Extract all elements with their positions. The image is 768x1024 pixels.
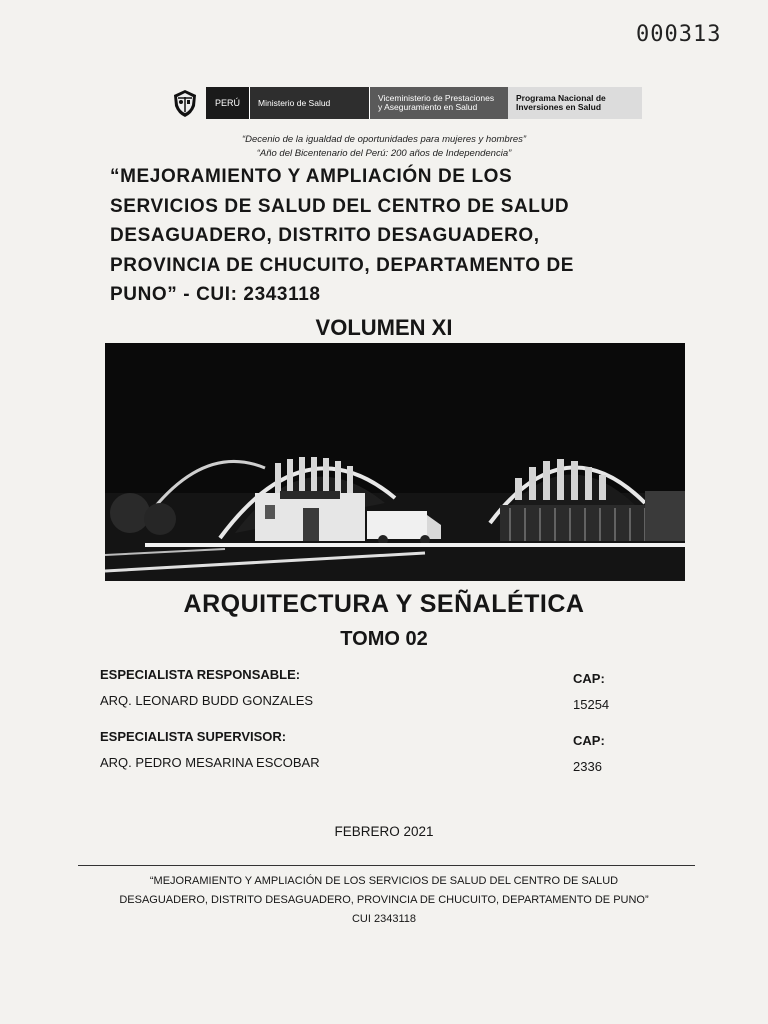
- project-title-line: DESAGUADERO, DISTRITO DESAGUADERO,: [110, 225, 540, 246]
- cap-label-responsable: CAP:: [573, 671, 605, 686]
- tomo-heading: TOMO 02: [340, 628, 428, 650]
- footer-divider: [78, 865, 695, 866]
- footer-line: CUI 2343118: [351, 913, 416, 925]
- viceministerio-logo-segment: Viceministerio de Prestaciones y Aseguramiento en Salud: [370, 87, 508, 119]
- section-title: ARQUITECTURA Y SEÑALÉTICA: [183, 590, 585, 618]
- footer-line: DESAGUADERO, DISTRITO DESAGUADERO, PROVINCIA DE CHUCUITO, DEPARTAMENTO DE PUNO”: [119, 894, 649, 906]
- cap-number-responsable: 15254: [573, 697, 610, 712]
- project-title-line: “MEJORAMIENTO Y AMPLIACIÓN DE LOS: [110, 166, 513, 187]
- footer-text: [0, 872, 768, 929]
- project-title-line: SERVICIOS DE SALUD DEL CENTRO DE SALUD: [110, 195, 570, 217]
- project-title-line: PROVINCIA DE CHUCUITO, DEPARTAMENTO DE: [110, 254, 575, 276]
- programa-logo-segment: Programa Nacional de Inversiones en Salud: [508, 87, 642, 119]
- peru-logo-segment: PERÚ: [206, 87, 250, 119]
- document-date: FEBRERO 2021: [334, 824, 434, 839]
- institutional-logo-bar: [170, 86, 642, 120]
- motto-decenio: “Decenio de la igualdad de oportunidades para mujeres y hombres”: [241, 134, 527, 145]
- project-title-line: PUNO” - CUI: 2343118: [110, 284, 321, 305]
- specialist-role-responsable: ESPECIALISTA RESPONSABLE:: [100, 667, 301, 682]
- project-title: [110, 162, 662, 310]
- specialist-role-supervisor: ESPECIALISTA SUPERVISOR:: [100, 729, 287, 744]
- peru-coat-of-arms-icon: [170, 88, 200, 118]
- page-folio-number: 000313: [636, 22, 722, 47]
- footer-line: “MEJORAMIENTO Y AMPLIACIÓN DE LOS SERVICIOS DE SALUD DEL CENTRO DE SALUD: [149, 875, 619, 887]
- volume-heading: VOLUMEN XI: [315, 315, 453, 340]
- motto-bicentenario: “Año del Bicentenario del Perú: 200 años de Independencia”: [256, 148, 512, 159]
- specialist-name-responsable: ARQ. LEONARD BUDD GONZALES: [100, 693, 314, 708]
- cap-label-supervisor: CAP:: [573, 733, 605, 748]
- building-render-image: [105, 343, 685, 581]
- cap-number-supervisor: 2336: [573, 759, 602, 774]
- ministerio-logo-segment: Ministerio de Salud: [250, 87, 370, 119]
- specialist-name-supervisor: ARQ. PEDRO MESARINA ESCOBAR: [100, 755, 320, 770]
